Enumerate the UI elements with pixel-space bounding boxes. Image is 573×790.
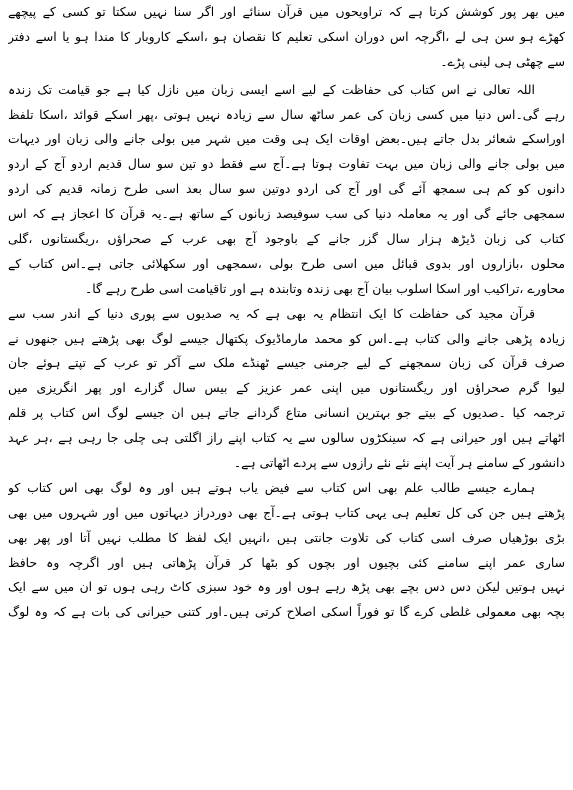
text-line: پڑھتے ہیں جن کی کل تعلیم ہی یہی کتاب ہوتی ہے۔آج بھی دوردراز دیہاتوں میں اور شہروں میں بھی (8, 504, 565, 520)
text-line: رہے گی۔اس دنیا میں کسی زبان کی عمر ساٹھ سال سے زیادہ نہیں ہوتی ،پھر اسکے قوائد ،اسکا تلفظ (8, 106, 565, 122)
text-line: ساری عمر اپنے سامنے کئی بچیوں اور بچوں کو بٹھا کر قرآن پڑھاتی ہیں اور اگرچہ وہ حافظ (8, 554, 565, 570)
text-line: کتاب کی زبان ڈیڑھ ہزار سال گزر جانے کے باوجود آج بھی عرب کے صحراؤں ،ریگستانوں ،گلی (8, 231, 565, 247)
text-line: کھڑے ہو سن ہی لے ،اگرچہ اس دوران اسکی تعلیم کا نقصان ہو ،اسکے کاروبار کا مندا ہو یا اسے دفتر (8, 28, 565, 44)
paragraph-3 (8, 302, 565, 476)
text-line: اٹھاتے ہیں اور حیرانی ہے کہ سینکڑوں سالوں سے یہ کتاب اپنے راز اگلتی ہی چلی جا رہی ہے ،ہر عہد (8, 430, 565, 446)
urdu-text-body (8, 0, 565, 625)
text-line: اوراسکے شعائر بدل جاتے ہیں۔بعض اوقات ایک ہی وقت میں شہر میں بولی جانے والی زبان اور دیہات (8, 131, 565, 147)
text-line: اللہ تعالی نے اس کتاب کی حفاظت کے لیے اسے ایسی زبان میں نازل کیا ہے جو قیامت تک زندہ (8, 81, 535, 97)
text-line: بڑی بوڑھیاں صرف اسی کتاب کی تلاوت جانتی ہیں ،انہیں ایک لفظ کا مطلب نہیں آتا اور پھر بھی (8, 529, 565, 545)
text-line: زیادہ پڑھی جانے والی کتاب ہے۔اس کو محمد مارماڈیوک پکتھال جیسے لوگ بھی پڑھتے ہیں جنھوں نے (8, 330, 565, 346)
text-line: میں بھر پور کوشش کرتا ہے کہ تراویحوں میں قرآن سنائے اور اگر سنا نہیں سکتا تو کسی کے پیچھے (8, 4, 565, 19)
text-line: ترجمہ کیا ۔صدیوں کے بیتے جو بہترین انسانی متاع گردانے جاتے ہیں ان جیسے لوگ اس کتاب پر قلم (8, 405, 565, 421)
text-line: محاورے ،تراکیب اور اسکا اسلوب بیان آج بھی زندہ وتابندہ ہے اور تاقیامت اسی طرح رہے گا۔ (84, 280, 565, 296)
text-line: سمجھی جائے گی اور یہ معاملہ دنیا کی سب سوفیصد زبانوں کے ساتھ ہے۔یہ قرآن کا اعجاز ہے کہ اس (8, 206, 565, 222)
paragraph-1 (8, 0, 565, 75)
text-line: دانوں کو کم ہی سمجھ آئے گی اور آج کی اردو دوتین سو سال بعد اسی طرح زمانہ قدیم کی اردو (8, 181, 565, 197)
text-line: سے چھٹی ہی لینی پڑے۔ (440, 53, 565, 69)
text-line: محلوں ،بازاروں اور بدوی قبائل میں اسی طرح بولی ،سمجھی اور سکھلائی جاتی ہے۔اس کتاب کے (8, 255, 565, 271)
text-line: قرآن مجید کی حفاظت کا ایک انتظام یہ بھی ہے کہ یہ صدیوں سے پوری دنیا کے اندر سب سے (8, 305, 535, 321)
text-line: نہیں ہوتیں لیکن دس دس بچے بھی پڑھ رہے ہوں اور وہ خود سبزی کاٹ رہی ہوں تو ان میں سے ایک (8, 579, 565, 595)
text-line: بچہ بھی معمولی غلطی کرے گا تو فوراً اسکی اصلاح کرتی ہیں۔اور کتنی حیرانی کی بات ہے کہ وہ لوگ (8, 604, 565, 620)
paragraph-4 (8, 476, 565, 625)
text-line: ہمارے جیسے طالب علم بھی اس کتاب سے فیض یاب ہوتے ہیں اور وہ لوگ بھی اس کتاب کو (8, 479, 535, 495)
paragraph-2 (8, 78, 565, 302)
text-line: میں بولی جانے والی زبان میں بہت تفاوت ہوتا ہے۔آج سے فقط دو تین سو سال قدیم اردو آج کے اردو (8, 156, 565, 172)
text-line: دانشور کے سامنے ہر آیت اپنے نئے نئے رازوں سے پردے اٹھاتی ہے۔ (233, 455, 565, 471)
text-line: صرف قرآن کی زبان سمجھنے کے لیے جرمنی جیسے ٹھنڈے ملک سے آکر تو عرب کے تپتے ہوئے جان (8, 355, 565, 371)
text-line: لیوا گرم صحراؤں اور ریگستانوں میں اپنی عمر عزیز کے بیس سال گزارے اور پھر انگریزی میں (8, 380, 565, 396)
